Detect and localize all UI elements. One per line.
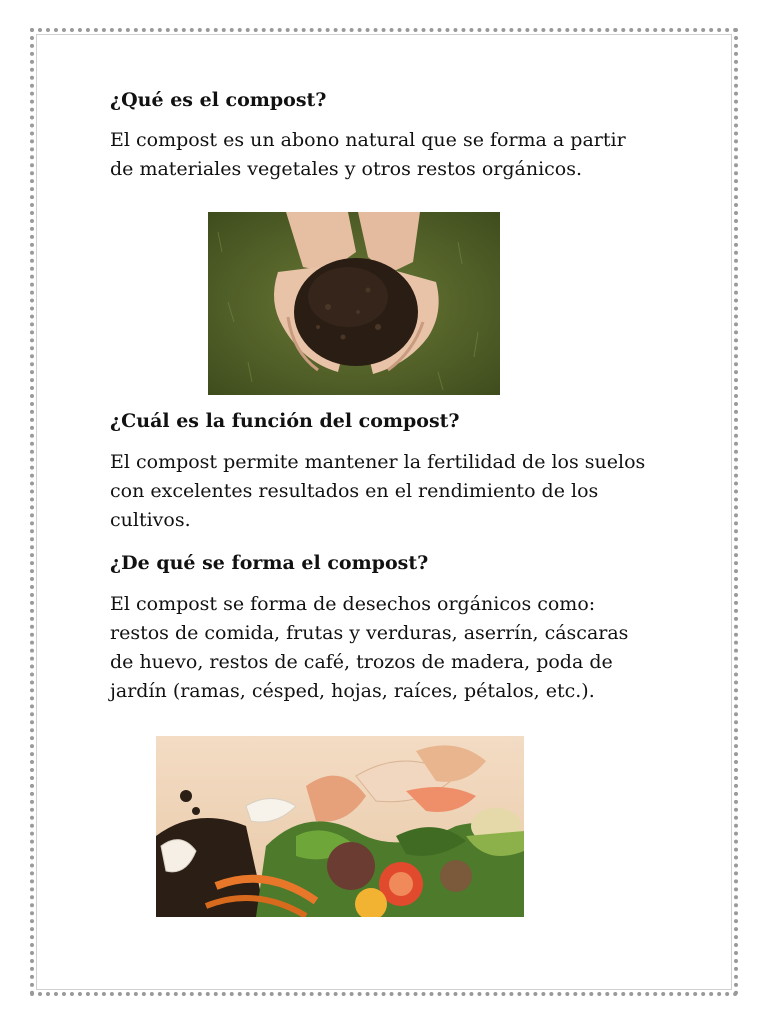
text-line: El compost permite mantener la fertilidad de los suelos: [110, 451, 646, 473]
heading-compost-made-of: ¿De qué se forma el compost?: [110, 552, 429, 574]
text-line: con excelentes resultados en el rendimiento de los: [110, 480, 599, 502]
heading-compost-function: ¿Cuál es la función del compost?: [110, 410, 460, 432]
heading-what-is-compost: ¿Qué es el compost?: [110, 89, 327, 111]
photo-organic-waste-pile: [156, 736, 524, 917]
text-line: jardín (ramas, césped, hojas, raíces, pétalos, etc.).: [110, 680, 595, 702]
paragraph-what-is-compost: [110, 126, 670, 184]
paragraph-compost-made-of: [110, 590, 670, 706]
text-line: de materiales vegetales y otros restos orgánicos.: [110, 158, 583, 180]
text-line: restos de comida, frutas y verduras, aserrín, cáscaras: [110, 622, 629, 644]
text-line: cultivos.: [110, 509, 191, 531]
photo-hands-holding-compost: [208, 212, 500, 395]
text-line: de huevo, restos de café, trozos de madera, poda de: [110, 651, 613, 673]
text-line: El compost es un abono natural que se forma a partir: [110, 129, 626, 151]
text-line: El compost se forma de desechos orgánicos como:: [110, 593, 596, 615]
paragraph-compost-function: [110, 448, 670, 535]
